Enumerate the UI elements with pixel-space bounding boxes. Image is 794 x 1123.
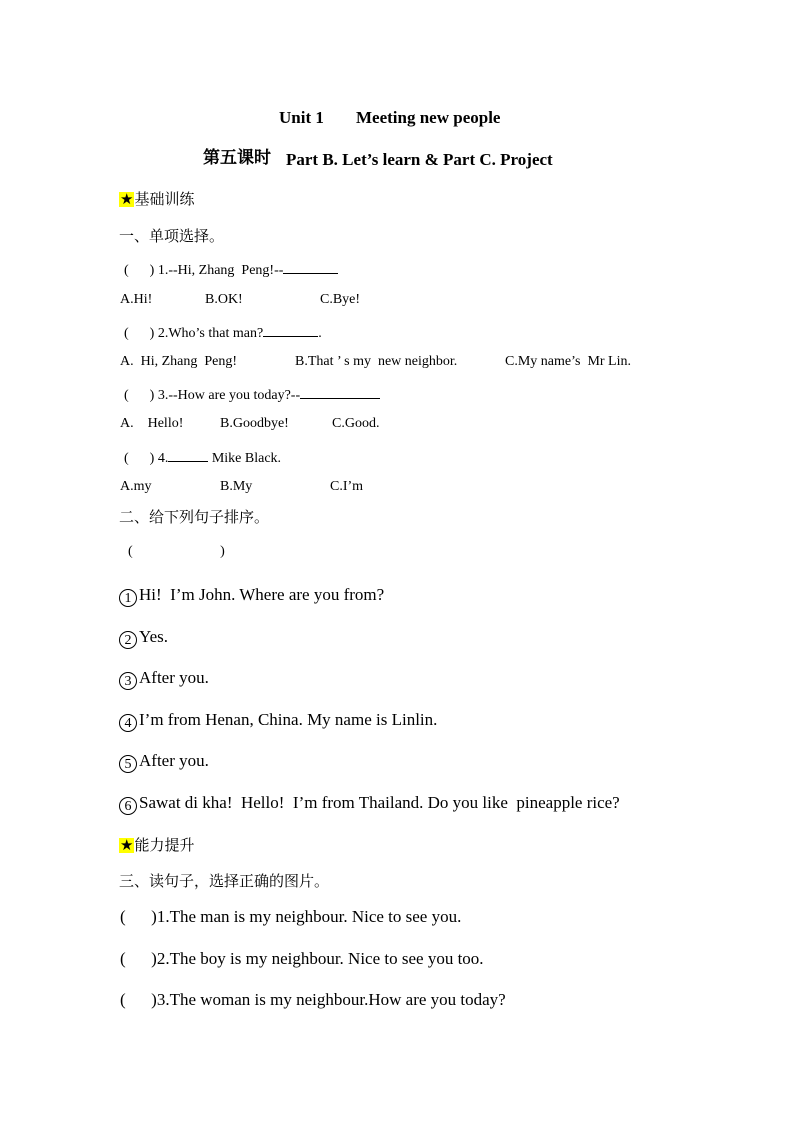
- question-1: [124, 261, 338, 278]
- answer-blank[interactable]: [263, 324, 318, 337]
- answer-paren: ( ): [124, 263, 155, 278]
- q3-option-c: C.Good.: [332, 416, 380, 431]
- sentence-text: After you.: [139, 751, 209, 770]
- question-stem: 2.Who’s that man?: [157, 326, 264, 341]
- order-answer-paren[interactable]: ( ): [128, 544, 225, 559]
- unit-title: Meeting new people: [356, 108, 501, 127]
- improve-label: [119, 838, 194, 853]
- q3-option-a: A. Hello!: [120, 416, 184, 431]
- answer-paren: ( ): [124, 388, 155, 403]
- q1-option-c: C.Bye!: [320, 292, 361, 307]
- q2-option-a: A. Hi, Zhang Peng!: [120, 354, 238, 369]
- question-tail: .: [318, 326, 322, 341]
- basic-training-text: 基础训练: [134, 190, 195, 208]
- question-number: 4.: [157, 451, 169, 466]
- star-icon: ★: [120, 836, 134, 854]
- circled-number: 6: [119, 797, 137, 815]
- question-stem: 3.--How are you today?--: [157, 388, 301, 403]
- unit-number: Unit 1: [279, 108, 324, 127]
- star-icon: ★: [120, 190, 134, 208]
- circled-number: 3: [119, 672, 137, 690]
- sentence-text: Yes.: [139, 627, 168, 646]
- lesson-cn: 第五课时: [203, 148, 271, 168]
- sentence-text: 1.The man is my neighbour. Nice to see you.: [156, 907, 462, 926]
- picture-sentence-1: [120, 908, 461, 925]
- sentence-text: After you.: [139, 668, 209, 687]
- answer-paren: ( ): [124, 451, 155, 466]
- question-4: [124, 449, 281, 466]
- sentence-text: I’m from Henan, China. My name is Linlin.: [139, 710, 438, 729]
- q2-option-c: C.My name’s Mr Lin.: [505, 354, 631, 369]
- circled-number: 1: [119, 589, 137, 607]
- lesson-en: Part B. Let’s learn & Part C. Project: [286, 150, 553, 169]
- sentence-4: [119, 711, 437, 732]
- question-3: [124, 386, 380, 403]
- sentence-text: 3.The woman is my neighbour.How are you today?: [156, 990, 506, 1009]
- section2-heading: 二、给下列句子排序。: [119, 508, 270, 526]
- circled-number: 4: [119, 714, 137, 732]
- basic-training-label: [119, 192, 194, 207]
- sentence-text: Hi! I’m John. Where are you from?: [139, 585, 385, 604]
- section3-heading: 三、读句子，选择正确的图片。: [119, 872, 330, 890]
- answer-blank[interactable]: [283, 261, 338, 274]
- sentence-5: [119, 752, 209, 773]
- q1-option-a: A.Hi!: [120, 292, 153, 307]
- section1-heading: 一、单项选择。: [119, 227, 225, 245]
- sentence-1: [119, 586, 384, 607]
- answer-blank[interactable]: [168, 449, 208, 462]
- q3-option-b: B.Goodbye!: [220, 416, 289, 431]
- q4-option-b: B.My: [220, 479, 253, 494]
- answer-paren: ( ): [124, 326, 155, 341]
- answer-paren[interactable]: ( ): [120, 990, 157, 1009]
- sentence-text: 2.The boy is my neighbour. Nice to see you too.: [156, 949, 484, 968]
- q4-option-c: C.I’m: [330, 479, 364, 494]
- answer-blank[interactable]: [300, 386, 380, 399]
- answer-paren[interactable]: ( ): [120, 949, 157, 968]
- sentence-3: [119, 669, 209, 690]
- sentence-2: [119, 628, 168, 649]
- question-stem: 1.--Hi, Zhang Peng!--: [157, 263, 284, 278]
- picture-sentence-3: [120, 991, 506, 1008]
- q2-option-b: B.That ’ s my new neighbor.: [295, 354, 458, 369]
- improve-text: 能力提升: [134, 836, 195, 854]
- picture-sentence-2: [120, 950, 484, 967]
- q4-option-a: A.my: [120, 479, 152, 494]
- question-stem: Mike Black.: [208, 451, 282, 466]
- question-2: [124, 324, 322, 341]
- sentence-6: [119, 794, 620, 815]
- answer-paren[interactable]: ( ): [120, 907, 157, 926]
- circled-number: 2: [119, 631, 137, 649]
- circled-number: 5: [119, 755, 137, 773]
- sentence-text: Sawat di kha! Hello! I’m from Thailand. Do you like pineapple rice?: [139, 793, 620, 812]
- q1-option-b: B.OK!: [205, 292, 243, 307]
